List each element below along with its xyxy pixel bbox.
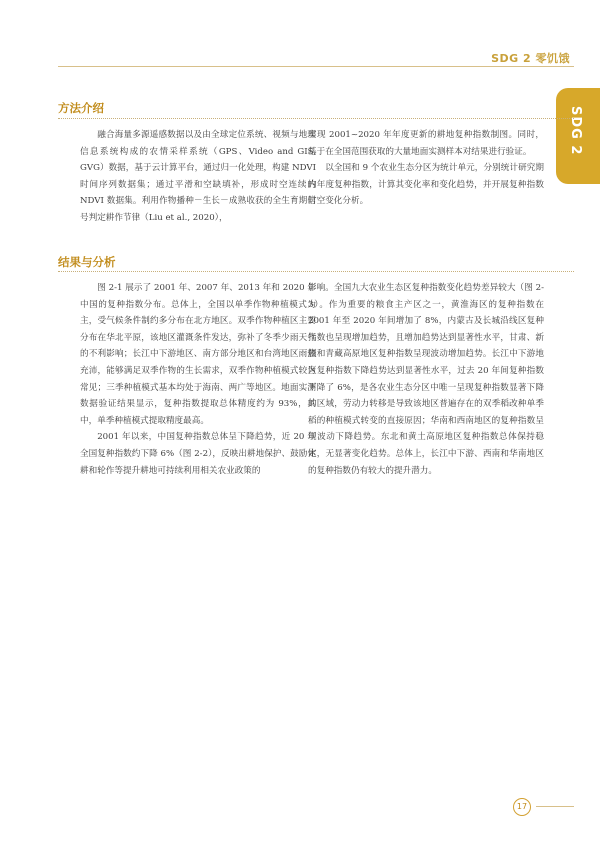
methods-section-rule (58, 118, 574, 119)
results-left-paragraph-1: 图 2-1 展示了 2001 年、2007 年、2013 年和 2020 年中国的复种指数分布。总体上，全国以单季作物种植模式为主，受气候条件制约多分布在北方地区。双季作物种植区主要分布在华北平原，该地区灌溉条件发达，弥补了冬季少雨天气的不利影响；长江中下游地区、南方部分地区和台湾地区雨热充沛，能够满足双季作物的生长需求，双季作物种植模式较为常见；三季种植模式基本均处于海南、两广等地区。地面实测数据验证结果显示，复种指数提取总体精度约为 93%，其中，单季种植模式提取精度最高。 (80, 283, 316, 426)
sdg-side-tab (556, 88, 600, 184)
results-section-rule (58, 271, 574, 272)
results-left-paragraph-2: 2001 年以来，中国复种指数总体呈下降趋势，近 20 年全国复种指数约下降 6%（图 2-2），反映出耕地保护、鼓励休耕和轮作等提升耕地可持续利用相关农业政策的 (80, 432, 316, 476)
page-number: 17 (513, 798, 531, 816)
results-left-column (80, 280, 316, 479)
methods-left-column (80, 127, 316, 227)
header-sdg-label: SDG 2 零饥饿 (491, 52, 570, 65)
methods-right-column (308, 127, 544, 210)
results-section-title: 结果与分析 (58, 255, 116, 269)
methods-right-paragraph-2: 以全国和 9 个农业生态分区为统计单元，分别统计研究期内年度复种指数，计算其变化率和变化趋势，并开展复种指数时空变化分析。 (308, 163, 544, 207)
methods-section-title: 方法介绍 (58, 101, 104, 115)
footer-divider (536, 806, 574, 807)
results-right-paragraph-1: 影响。全国九大农业生态区复种指数变化趋势差异较大（图 2-3）。作为重要的粮食主产区之一，黄淮海区的复种指数在 2001 年至 2020 年间增加了 8%，内蒙古及长城沿线区复种指数也呈现增加趋势，且增加趋势达到显著性水平，甘肃、新疆和青藏高原地区复种指数呈现波动增加趋势。长江中下游地区复种指数下降趋势达到显著性水平，过去 20 年间复种指数下降了 6%，是各农业生态分区中唯一呈现复种指数显著下降的区域，劳动力转移是导致该地区普遍存在的双季稻改种单季稻的种植模式转变的直接原因；华南和西南地区的复种指数呈现波动下降趋势。东北和黄土高原地区复种指数总体保持稳定，无显著变化趋势。总体上，长江中下游、西南和华南地区的复种指数仍有较大的提升潜力。 (308, 283, 544, 476)
methods-left-paragraph: 融合海量多源遥感数据以及由全球定位系统、视频与地理信息系统构成的农情采样系统（GPS、Video and GIS, GVG）数据，基于云计算平台，通过归一化处理，构建 NDVI 时间序列数据集；通过平滑和空缺填补，形成时空连续的 NDVI 数据集。利用作物播种－生长－成熟收获的全生育期信号判定耕作节律（Liu et al., 2020）， (80, 130, 316, 223)
sdg-side-tab-label: SDG 2 (568, 106, 583, 156)
results-right-column (308, 280, 544, 479)
header-divider (58, 66, 574, 67)
methods-right-paragraph-1: 实现 2001~2020 年年度更新的耕地复种指数制图。同时，基于在全国范围获取的大量地面实测样本对结果进行验证。 (308, 130, 544, 157)
